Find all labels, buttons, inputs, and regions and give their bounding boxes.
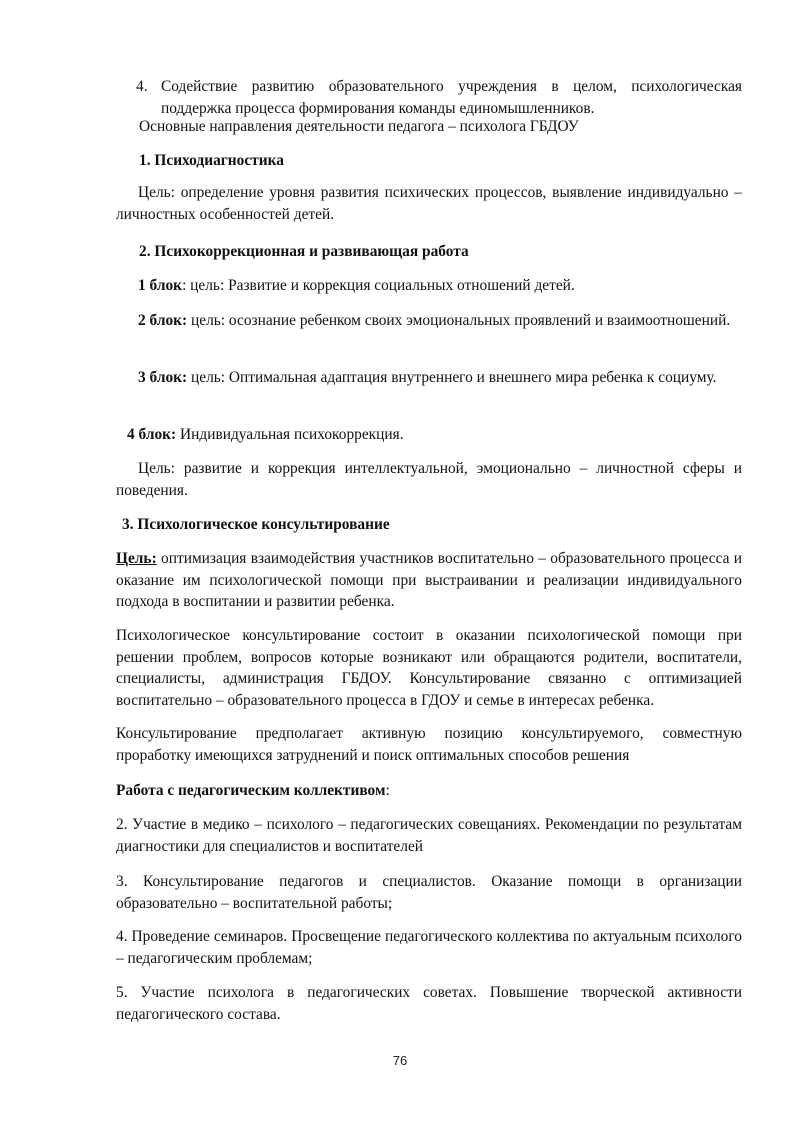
page-number: 76 bbox=[392, 1053, 408, 1068]
block1-text: : цель: Развитие и коррекция социальных отношений детей. bbox=[182, 277, 575, 294]
list-item-4 bbox=[116, 76, 742, 119]
block4-text: Индивидуальная психокоррекция. bbox=[176, 426, 404, 443]
block3-label: 3 блок: bbox=[138, 369, 188, 386]
section3-goal-text: оптимизация взаимодействия участников воспитательно – образовательного процесса и оказание им психологической помощи при выстраивании и реализации индивидуального подхода в воспитании и развитии ребенка. bbox=[116, 550, 742, 610]
list-item-text: Содействие развитию образовательного учреждения в целом, психологическая поддержка процесса формирования команды единомышленников. bbox=[161, 78, 742, 117]
staff-work-heading-text: Работа с педагогическим коллективом bbox=[116, 782, 386, 799]
block1-label: 1 блок bbox=[138, 277, 183, 294]
block3-text: цель: Оптимальная адаптация внутреннего и внешнего мира ребенка к социуму. bbox=[187, 369, 717, 386]
block4-paragraph bbox=[127, 424, 753, 446]
block2-text: цель: осознание ребенком своих эмоциональных проявлений и взаимоотношений. bbox=[187, 312, 731, 329]
section3-paragraph-2: Консультирование предполагает активную позицию консультируемого, совместную проработку имеющихся затруднений и поиск оптимальных способов решения bbox=[116, 725, 742, 764]
staff-work-heading bbox=[116, 780, 742, 802]
staff-work-heading-colon: : bbox=[385, 782, 390, 799]
section2-heading: 2. Психокоррекционная и развивающая работа bbox=[139, 243, 469, 260]
section2-goal: Цель: развитие и коррекция интеллектуальной, эмоционально – личностной сферы и поведения. bbox=[116, 460, 742, 499]
intro-line: Основные направления деятельности педагога – психолога ГБДОУ bbox=[139, 118, 579, 135]
section3-paragraph-1: Психологическое консультирование состоит в оказании психологической помощи при решении проблем, вопросов которые возникают или обращаются родители, воспитатели, специалисты, администрация ГБДОУ. Консультирование связанно с оптимизацией воспитательно – образовательного процесса в ГДОУ и семье в интересах ребенка. bbox=[116, 627, 742, 709]
section3-heading: 3. Психологическое консультирование bbox=[122, 516, 390, 533]
section3-goal-label: Цель: bbox=[116, 550, 157, 567]
staff-item-2: 2. Участие в медико – психолого – педагогических совещаниях. Рекомендации по результатам диагностики для специалистов и воспитателей bbox=[116, 816, 742, 855]
section1-heading: 1. Психодиагностика bbox=[139, 152, 284, 169]
block2-paragraph bbox=[116, 310, 742, 332]
block1-paragraph bbox=[116, 275, 742, 297]
block3-paragraph bbox=[116, 367, 742, 389]
section3-goal-paragraph bbox=[116, 548, 742, 613]
section1-goal: Цель: определение уровня развития психических процессов, выявление индивидуально – личностных особенностей детей. bbox=[116, 184, 742, 223]
staff-item-5: 5. Участие психолога в педагогических советах. Повышение творческой активности педагогического состава. bbox=[116, 984, 742, 1023]
block4-label: 4 блок: bbox=[127, 426, 177, 443]
list-item-number: 4. bbox=[136, 78, 148, 95]
staff-item-4: 4. Проведение семинаров. Просвещение педагогического коллектива по актуальным психолого – педагогическим проблемам; bbox=[116, 928, 742, 967]
staff-item-3: 3. Консультирование педагогов и специалистов. Оказание помощи в организации образовательно – воспитательной работы; bbox=[116, 873, 742, 912]
block2-label: 2 блок: bbox=[138, 312, 188, 329]
